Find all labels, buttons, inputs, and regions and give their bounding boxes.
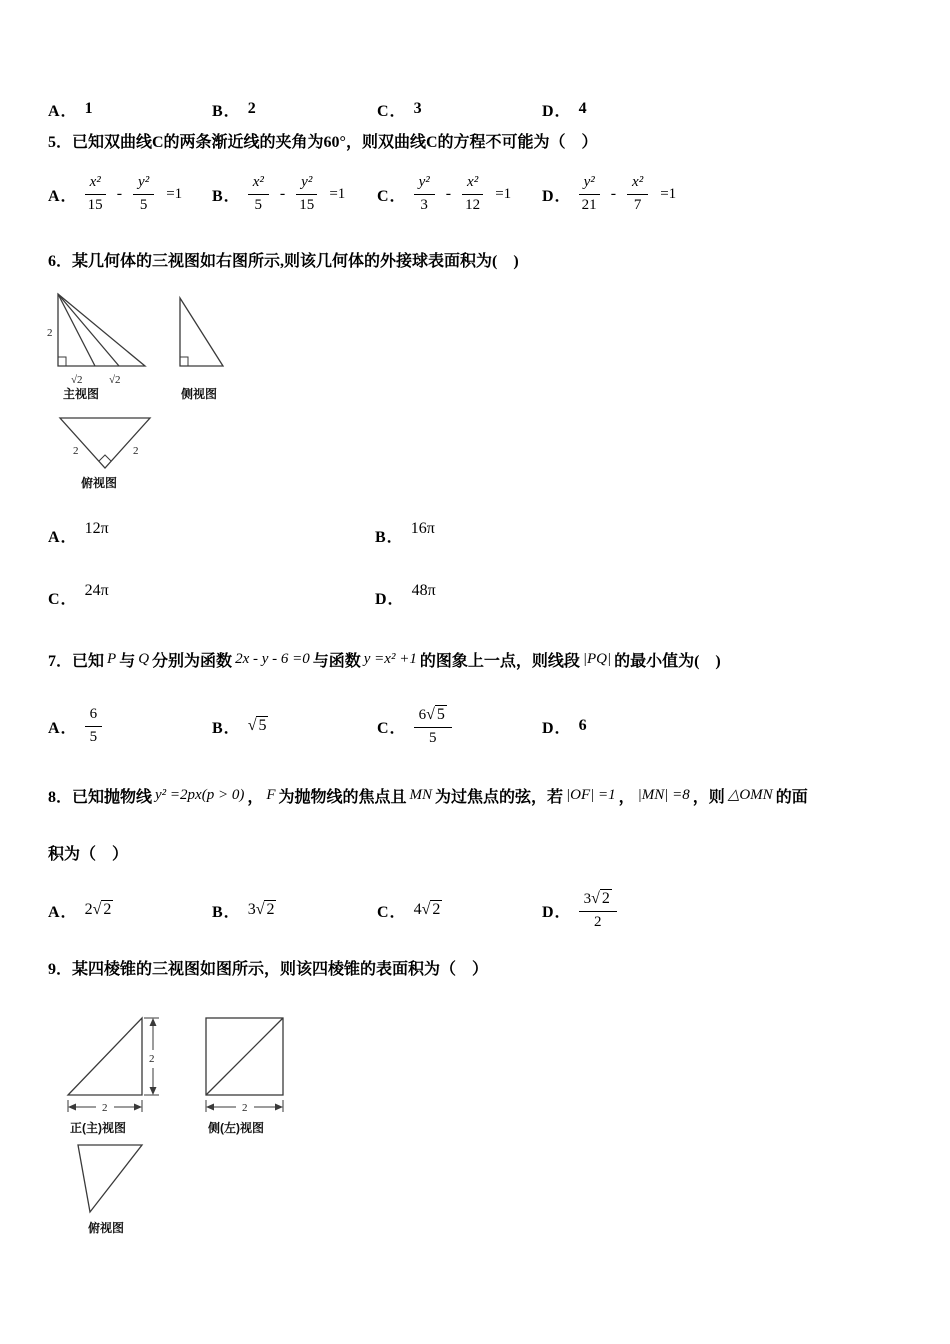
top-view-label: 俯视图 [81, 476, 118, 490]
option-label: B． [375, 528, 404, 546]
option-label: B． [212, 102, 241, 120]
front-base1-dim: √2 [71, 374, 83, 386]
option-label: D． [375, 590, 405, 608]
q5-option-d [542, 168, 676, 220]
coefficient: 3 [583, 891, 592, 908]
fraction-denominator: 5 [89, 728, 98, 745]
q7-option-c [377, 700, 452, 752]
math-segment: 2x - y - 6 =0 [235, 651, 310, 667]
fraction [133, 174, 154, 214]
stem-text: 分别为函数 [152, 653, 233, 670]
math-segment: MN [409, 787, 433, 803]
equation-tail: =1 [329, 185, 346, 202]
option-label: D． [542, 719, 572, 737]
square-root [426, 706, 447, 723]
radical-sign: √ [426, 706, 435, 724]
fraction-denominator: 5 [428, 729, 437, 746]
math-segment: F [266, 787, 276, 803]
option-label: A． [48, 528, 78, 546]
q5-option-c [377, 168, 511, 220]
q8-option-a [48, 884, 113, 936]
option-label: B． [212, 187, 241, 205]
fraction [414, 705, 452, 747]
fraction-numerator: y² [133, 174, 154, 194]
q6-option-a [48, 520, 109, 550]
q8-stem-line2: 积为（ ） [48, 846, 129, 863]
radical-sign: √ [591, 890, 600, 908]
q9-stem: 9．某四棱锥的三视图如图所示，则该四棱锥的表面积为（ ） [48, 961, 489, 978]
q6-option-d [375, 582, 436, 612]
option-value: 12π [84, 520, 109, 537]
fraction-denominator: 5 [139, 196, 148, 213]
top-view-shape [78, 1145, 142, 1212]
q7-stem [48, 650, 916, 674]
fraction [296, 174, 317, 214]
square-root [85, 900, 114, 919]
fraction-denominator: 3 [420, 196, 428, 213]
option-value: 3 [413, 100, 422, 117]
q4-option-b [212, 98, 256, 120]
fraction [85, 174, 106, 214]
fraction-numerator [414, 705, 452, 727]
side-width-dim: 2 [242, 1102, 248, 1114]
radicand: 2 [266, 901, 275, 919]
stem-text: 的面 [775, 789, 808, 806]
stem-text: ， [247, 789, 264, 806]
stem-text: 为抛物线的焦点且 [278, 789, 407, 806]
coefficient: 6 [418, 707, 427, 724]
top-view-label: 俯视图 [88, 1221, 125, 1235]
fraction-numerator: x² [248, 174, 269, 194]
fraction-numerator: x² [85, 174, 106, 194]
option-label: C． [377, 187, 407, 205]
math-segment: |PQ| [582, 651, 612, 667]
front-width-dim: 2 [102, 1102, 108, 1114]
fraction-numerator: y² [414, 174, 435, 194]
radicand: 5 [258, 717, 267, 735]
q4-options-row [0, 98, 950, 120]
fraction-numerator: 6 [85, 706, 103, 726]
front-view-shape [58, 294, 145, 366]
side-view-shape [206, 1018, 283, 1095]
side-view-shape [180, 298, 223, 366]
option-label: A． [48, 187, 78, 205]
option-label: D． [542, 187, 572, 205]
q8-option-c [377, 884, 442, 936]
math-segment: |OF| =1 [566, 787, 616, 803]
square-root [591, 890, 612, 907]
option-value: 2 [247, 100, 256, 117]
fraction-numerator: x² [627, 174, 648, 194]
radicand: 5 [436, 706, 445, 724]
fraction [579, 889, 617, 931]
q6-options-row-1 [0, 520, 950, 550]
front-height-dim: 2 [47, 327, 53, 339]
q5-option-b [212, 168, 345, 220]
front-width-dimension [68, 1100, 142, 1114]
fraction [85, 706, 103, 746]
top-right-dim: 2 [133, 445, 139, 457]
stem-text: 与函数 [312, 653, 361, 670]
radicand: 2 [601, 890, 610, 908]
front-height-dimension [144, 1018, 159, 1095]
equation-tail: =1 [166, 185, 183, 202]
option-label: C． [377, 903, 407, 921]
option-label: C． [377, 719, 407, 737]
q7-option-b [212, 700, 268, 752]
fraction-denominator: 12 [465, 196, 481, 213]
q8-option-d [542, 884, 617, 936]
fraction-denominator: 15 [87, 196, 103, 213]
fraction [414, 174, 435, 214]
stem-text: ，则 [692, 789, 725, 806]
front-height-dim: 2 [149, 1053, 155, 1065]
q9-three-view-diagram [58, 1010, 308, 1242]
math-segment: |MN| =8 [637, 787, 690, 803]
fraction-denominator: 15 [299, 196, 315, 213]
option-label: A． [48, 719, 78, 737]
math-segment: y =x² +1 [363, 651, 417, 667]
fraction-numerator [579, 889, 617, 911]
fraction-numerator: x² [462, 174, 483, 194]
coefficient: 3 [247, 901, 256, 919]
fraction [248, 174, 269, 214]
top-view-shape [60, 418, 150, 468]
radical-sign: √ [421, 901, 431, 919]
stem-text: 与 [119, 653, 136, 670]
stem-text: 7．已知 [48, 653, 105, 670]
option-label: D． [542, 102, 572, 120]
math-segment: y² =2px(p > 0) [155, 787, 245, 803]
q6-option-b [375, 520, 435, 550]
q6-options-row-2 [0, 582, 950, 612]
side-width-dimension [206, 1100, 283, 1114]
q4-option-a [48, 98, 93, 120]
equation-tail: =1 [495, 185, 512, 202]
q7-options-row [0, 700, 950, 752]
side-view-label: 侧视图 [181, 387, 218, 401]
q6-three-view-diagram [45, 286, 295, 504]
front-base2-dim: √2 [109, 374, 121, 386]
fraction-numerator: y² [296, 174, 317, 194]
fraction-denominator: 5 [254, 196, 263, 213]
math-segment: △OMN [727, 787, 773, 803]
q8-option-b [212, 884, 276, 936]
coefficient: 4 [413, 901, 422, 919]
option-label: B． [212, 903, 241, 921]
option-value: 6 [578, 717, 587, 734]
radicand: 2 [432, 901, 441, 919]
radical-sign: √ [255, 901, 265, 919]
fraction [462, 174, 483, 214]
square-root [248, 716, 269, 735]
option-label: A． [48, 903, 78, 921]
math-segment: P [107, 651, 117, 667]
front-view-shape [68, 1018, 142, 1095]
stem-text: 为过焦点的弦，若 [435, 789, 564, 806]
square-root [248, 900, 277, 919]
fraction [627, 174, 648, 214]
minus-sign: - [279, 185, 286, 202]
minus-sign: - [445, 185, 452, 202]
coefficient: 2 [84, 901, 93, 919]
stem-text: 8．已知抛物线 [48, 789, 153, 806]
fraction-denominator: 7 [633, 196, 642, 213]
fraction-numerator: y² [579, 174, 600, 194]
square-root [414, 900, 443, 919]
q6-stem: 6．某几何体的三视图如右图所示,则该几何体的外接球表面积为( ) [48, 253, 519, 270]
radical-sign: √ [92, 901, 102, 919]
stem-text: 的图象上一点，则线段 [419, 653, 580, 670]
fraction-denominator: 21 [581, 196, 597, 213]
radical-sign: √ [247, 717, 257, 735]
stem-text: ， [618, 789, 635, 806]
front-view-label: 正(主)视图 [70, 1121, 126, 1135]
option-label: C． [48, 590, 78, 608]
q4-option-d [542, 98, 587, 120]
option-label: A． [48, 102, 78, 120]
q7-option-d [542, 700, 587, 752]
q4-option-c [377, 98, 422, 120]
option-value: 4 [578, 100, 587, 117]
minus-sign: - [610, 185, 617, 202]
radicand: 2 [103, 901, 112, 919]
q8-options-row [0, 884, 950, 936]
option-value: 16π [410, 520, 435, 537]
front-view-label: 主视图 [63, 387, 100, 401]
q5-option-a [48, 168, 182, 220]
option-label: D． [542, 903, 572, 921]
fraction [579, 174, 600, 214]
equation-tail: =1 [660, 185, 677, 202]
option-value: 48π [411, 582, 436, 599]
stem-text: 的最小值为( ) [614, 653, 721, 670]
q5-stem: 5．已知双曲线C的两条渐近线的夹角为60°，则双曲线C的方程不可能为（ ） [48, 134, 598, 151]
q8-stem-line1 [48, 786, 916, 810]
q7-option-a [48, 700, 102, 752]
option-value: 24π [84, 582, 109, 599]
fraction-denominator: 2 [593, 913, 602, 930]
option-value: 1 [84, 100, 93, 117]
top-left-dim: 2 [73, 445, 79, 457]
math-segment: Q [138, 651, 150, 667]
option-label: C． [377, 102, 407, 120]
side-view-label: 侧(左)视图 [208, 1121, 264, 1135]
option-label: B． [212, 719, 241, 737]
q5-options-row [0, 168, 950, 220]
q6-option-c [48, 582, 109, 612]
minus-sign: - [116, 185, 123, 202]
